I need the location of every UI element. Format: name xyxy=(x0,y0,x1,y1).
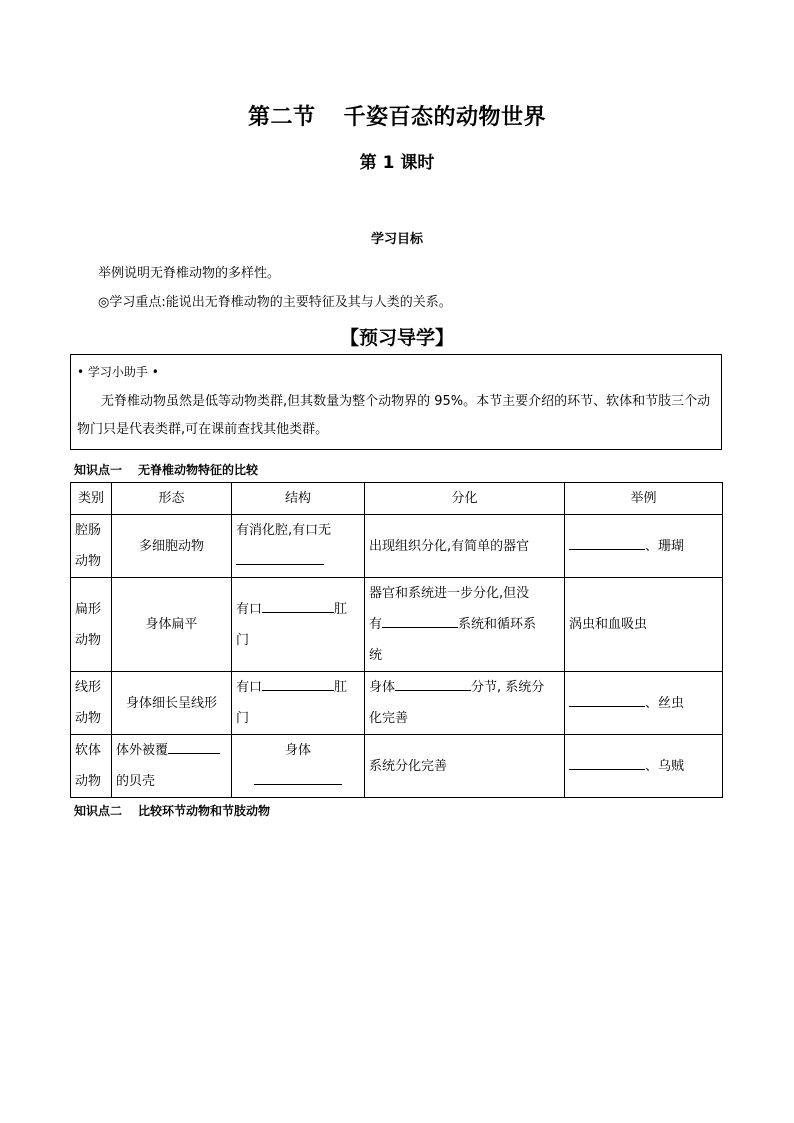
category-line: 软体 xyxy=(75,743,102,758)
goal-line-2: ◎学习重点:能说出无脊椎动物的主要特征及其与人类的关系。 xyxy=(98,295,452,310)
section-heading: 【预习导学】 xyxy=(339,327,454,349)
answer-blank[interactable] xyxy=(254,770,342,785)
diff-line: 器官和系统进一步分化,但没 xyxy=(369,586,530,601)
cell-differentiation xyxy=(365,672,565,735)
answer-blank[interactable] xyxy=(382,613,458,628)
diff-text: 有 xyxy=(369,617,383,632)
structure-text: 有口 xyxy=(236,680,263,695)
category-line: 线形 xyxy=(75,680,102,695)
structure-line: 身体 xyxy=(284,743,311,758)
structure-line: 门 xyxy=(236,632,250,648)
cell-category xyxy=(71,672,112,735)
goals-heading: 学习目标 xyxy=(370,232,423,247)
page-subtitle: 第 1 课时 xyxy=(359,153,435,173)
header-category: 类别 xyxy=(71,483,112,515)
category-line: 腔肠 xyxy=(75,523,102,538)
cell-example xyxy=(565,672,723,735)
form-text: 体外被覆 xyxy=(116,743,169,758)
cell-differentiation xyxy=(365,578,565,672)
cell-example: 涡虫和血吸虫 xyxy=(565,578,723,672)
header-form: 形态 xyxy=(112,483,232,515)
table-row xyxy=(71,735,723,798)
answer-blank[interactable] xyxy=(569,755,645,770)
title-section: 第二节 xyxy=(247,105,316,130)
cell-form xyxy=(112,735,232,798)
diff-text: 身体 xyxy=(369,680,396,695)
knowledge-point-1 xyxy=(74,461,258,478)
page-title xyxy=(0,100,794,131)
header-structure: 结构 xyxy=(232,483,365,515)
structure-text: 肛 xyxy=(334,680,348,695)
category-line: 动物 xyxy=(75,711,102,726)
diff-text: 分节, 系统分 xyxy=(471,680,545,695)
helper-title: • 学习小助手 • xyxy=(77,365,159,379)
diff-line: 统 xyxy=(369,648,383,663)
form-line: 的贝壳 xyxy=(116,774,156,789)
answer-blank[interactable] xyxy=(395,676,471,691)
answer-blank[interactable] xyxy=(569,535,645,550)
structure-text: 肛 xyxy=(334,601,348,617)
diff-line: 化完善 xyxy=(369,711,409,726)
cell-form: 身体扁平 xyxy=(112,578,232,672)
cell-structure xyxy=(232,515,365,578)
header-example: 举例 xyxy=(565,483,723,515)
comparison-table xyxy=(70,482,723,798)
example-text: 、珊瑚 xyxy=(645,538,685,554)
structure-text: 有口 xyxy=(236,601,263,617)
example-text: 、乌贼 xyxy=(645,758,685,774)
cell-example xyxy=(565,735,723,798)
title-topic: 千姿百态的动物世界 xyxy=(343,105,547,130)
structure-line: 门 xyxy=(236,711,250,726)
kp1-label: 知识点一 xyxy=(74,463,123,477)
table-row xyxy=(71,515,723,578)
cell-form: 身体细长呈线形 xyxy=(112,672,232,735)
answer-blank[interactable] xyxy=(262,676,334,691)
kp1-text: 无脊椎动物特征的比较 xyxy=(138,463,259,477)
cell-structure xyxy=(232,672,365,735)
helper-text: 无脊椎动物虽然是低等动物类群,但其数量为整个动物界的 95%。本节主要介绍的环节、软体和节肢三个动物门只是代表类群,可在课前查找其他类群。 xyxy=(77,394,711,437)
cell-category xyxy=(71,578,112,672)
goal-line-1: 举例说明无脊椎动物的多样性。 xyxy=(98,266,281,281)
cell-structure xyxy=(232,578,365,672)
table-row xyxy=(71,672,723,735)
diff-text: 系统和循环系 xyxy=(458,617,537,632)
cell-category xyxy=(71,735,112,798)
cell-example xyxy=(565,515,723,578)
category-line: 动物 xyxy=(75,554,102,569)
answer-blank[interactable] xyxy=(168,739,220,754)
cell-differentiation: 出现组织分化,有简单的器官 xyxy=(365,515,565,578)
table-header-row xyxy=(71,483,723,515)
answer-blank[interactable] xyxy=(236,550,324,565)
category-line: 动物 xyxy=(75,632,102,648)
header-differentiation: 分化 xyxy=(365,483,565,515)
cell-differentiation: 系统分化完善 xyxy=(365,735,565,798)
cell-category xyxy=(71,515,112,578)
structure-line: 有消化腔,有口无 xyxy=(236,523,332,538)
answer-blank[interactable] xyxy=(569,692,645,707)
kp2-label: 知识点二 xyxy=(74,804,123,818)
kp2-text: 比较环节动物和节肢动物 xyxy=(138,804,271,818)
answer-blank[interactable] xyxy=(262,598,334,613)
category-line: 动物 xyxy=(75,774,102,789)
cell-structure xyxy=(232,735,365,798)
helper-box xyxy=(70,354,722,450)
knowledge-point-2 xyxy=(74,802,270,819)
example-text: 、丝虫 xyxy=(645,695,685,711)
cell-form: 多细胞动物 xyxy=(112,515,232,578)
category-line: 扁形 xyxy=(75,601,102,617)
table-row xyxy=(71,578,723,672)
